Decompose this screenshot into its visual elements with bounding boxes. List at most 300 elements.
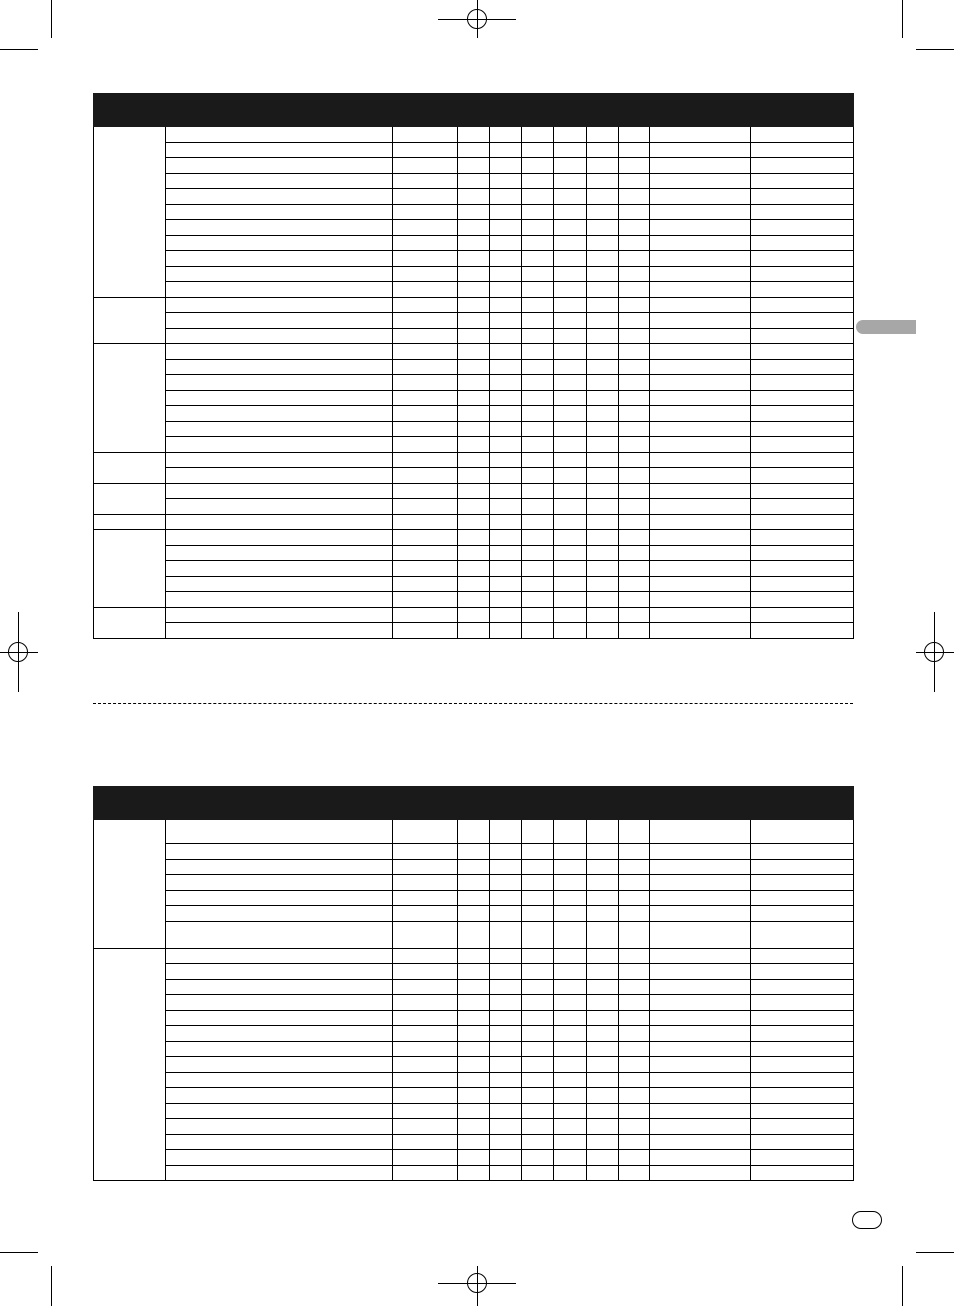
- table-cell: [166, 1165, 393, 1181]
- table-cell: [490, 844, 522, 860]
- table-cell: [619, 173, 650, 189]
- table-cell: [554, 530, 587, 546]
- header-cell: [94, 787, 166, 820]
- table-cell: [554, 1088, 587, 1104]
- table-cell: [751, 406, 854, 422]
- table-cell: [166, 1088, 393, 1104]
- table-cell: [393, 158, 458, 174]
- table-cell: [619, 266, 650, 282]
- table-cell: [458, 561, 490, 577]
- group-cell: [94, 530, 166, 608]
- table-row: [94, 189, 854, 205]
- table-cell: [554, 189, 587, 205]
- table-cell: [166, 499, 393, 515]
- table-cell: [619, 592, 650, 608]
- table-cell: [554, 251, 587, 267]
- table-cell: [458, 1134, 490, 1150]
- table-cell: [522, 1150, 554, 1166]
- table-cell: [393, 127, 458, 143]
- table-cell: [554, 297, 587, 313]
- table-row: [94, 251, 854, 267]
- table-cell: [522, 499, 554, 515]
- table-cell: [458, 1026, 490, 1042]
- table-cell: [458, 890, 490, 906]
- table-cell: [522, 859, 554, 875]
- table-cell: [490, 173, 522, 189]
- table-cell: [650, 328, 751, 344]
- table-cell: [587, 859, 619, 875]
- table-cell: [458, 514, 490, 530]
- table-cell: [458, 576, 490, 592]
- table-cell: [458, 406, 490, 422]
- table-cell: [587, 127, 619, 143]
- table-cell: [751, 1088, 854, 1104]
- table-cell: [166, 859, 393, 875]
- table-cell: [650, 514, 751, 530]
- table-cell: [619, 1103, 650, 1119]
- registration-mark-icon: [467, 1273, 487, 1293]
- table-cell: [751, 437, 854, 453]
- group-cell: [94, 514, 166, 530]
- table-cell: [587, 995, 619, 1011]
- table-cell: [751, 1119, 854, 1135]
- table-cell: [458, 1165, 490, 1181]
- mapping-table-1: [93, 93, 854, 639]
- table-row: [94, 127, 854, 143]
- table-cell: [166, 576, 393, 592]
- header-cell: [751, 94, 854, 127]
- table-cell: [393, 282, 458, 298]
- header-cell: [650, 94, 751, 127]
- table-cell: [522, 235, 554, 251]
- table-cell: [587, 623, 619, 639]
- table-cell: [522, 623, 554, 639]
- table-cell: [490, 204, 522, 220]
- table-cell: [166, 948, 393, 964]
- table-cell: [650, 979, 751, 995]
- table-cell: [587, 1057, 619, 1073]
- table-cell: [650, 421, 751, 437]
- table-cell: [587, 890, 619, 906]
- table-row: [94, 499, 854, 515]
- table-cell: [490, 189, 522, 205]
- table-cell: [393, 964, 458, 980]
- table-cell: [490, 313, 522, 329]
- table-cell: [393, 204, 458, 220]
- table-cell: [490, 421, 522, 437]
- table-cell: [490, 1150, 522, 1166]
- table-row: [94, 921, 854, 948]
- table-cell: [619, 437, 650, 453]
- table-cell: [490, 607, 522, 623]
- header-cell: [751, 787, 854, 820]
- table-cell: [619, 127, 650, 143]
- table-cell: [587, 1026, 619, 1042]
- header-cell: [458, 787, 650, 804]
- table-row: [94, 437, 854, 453]
- table-cell: [490, 344, 522, 360]
- table-cell: [587, 1072, 619, 1088]
- table-cell: [522, 297, 554, 313]
- table-cell: [619, 1119, 650, 1135]
- table-cell: [587, 979, 619, 995]
- table-cell: [522, 530, 554, 546]
- table-cell: [522, 1119, 554, 1135]
- table-cell: [619, 235, 650, 251]
- table-cell: [650, 820, 751, 844]
- table-cell: [458, 220, 490, 236]
- table-cell: [650, 437, 751, 453]
- table-cell: [751, 235, 854, 251]
- table-cell: [490, 499, 522, 515]
- table-cell: [554, 1072, 587, 1088]
- table-cell: [554, 282, 587, 298]
- table-cell: [458, 189, 490, 205]
- table-cell: [490, 623, 522, 639]
- table-cell: [522, 890, 554, 906]
- group-cell: [94, 483, 166, 514]
- table-row: [94, 483, 854, 499]
- table-cell: [166, 820, 393, 844]
- table-cell: [554, 375, 587, 391]
- table-cell: [554, 1010, 587, 1026]
- table-row: [94, 390, 854, 406]
- table-cell: [650, 390, 751, 406]
- table-cell: [393, 142, 458, 158]
- table-cell: [619, 406, 650, 422]
- table-cell: [587, 514, 619, 530]
- table-cell: [393, 1088, 458, 1104]
- table-cell: [393, 344, 458, 360]
- table-cell: [490, 561, 522, 577]
- table-cell: [751, 995, 854, 1011]
- table-cell: [751, 623, 854, 639]
- table-cell: [166, 359, 393, 375]
- table-cell: [490, 406, 522, 422]
- table-cell: [490, 1057, 522, 1073]
- table-cell: [751, 1134, 854, 1150]
- table-cell: [458, 437, 490, 453]
- table-cell: [522, 1088, 554, 1104]
- table-cell: [458, 1072, 490, 1088]
- table-cell: [490, 592, 522, 608]
- crop-mark: [916, 1252, 954, 1253]
- table-cell: [490, 1026, 522, 1042]
- table-cell: [650, 1165, 751, 1181]
- table-cell: [751, 964, 854, 980]
- table-cell: [393, 561, 458, 577]
- table-cell: [554, 344, 587, 360]
- table-cell: [554, 499, 587, 515]
- table-cell: [166, 561, 393, 577]
- dashed-divider: [93, 703, 853, 704]
- table-cell: [554, 514, 587, 530]
- header-cell: [393, 787, 458, 820]
- table-cell: [166, 545, 393, 561]
- table-cell: [554, 921, 587, 948]
- table-cell: [751, 468, 854, 484]
- table-cell: [166, 189, 393, 205]
- table-cell: [554, 545, 587, 561]
- table-cell: [458, 328, 490, 344]
- table-row: [94, 1010, 854, 1026]
- table-cell: [166, 1041, 393, 1057]
- table-cell: [650, 890, 751, 906]
- table-cell: [751, 576, 854, 592]
- table-cell: [393, 468, 458, 484]
- table-cell: [393, 1165, 458, 1181]
- table-cell: [650, 906, 751, 922]
- table-cell: [619, 142, 650, 158]
- table-cell: [393, 251, 458, 267]
- table-row: [94, 142, 854, 158]
- table-cell: [587, 375, 619, 391]
- table-cell: [522, 844, 554, 860]
- table-cell: [458, 452, 490, 468]
- table-cell: [522, 1165, 554, 1181]
- table-row: [94, 158, 854, 174]
- table-cell: [554, 1041, 587, 1057]
- table-cell: [587, 359, 619, 375]
- table-cell: [650, 375, 751, 391]
- table-cell: [751, 545, 854, 561]
- table-cell: [393, 995, 458, 1011]
- table-cell: [650, 875, 751, 891]
- table-cell: [751, 251, 854, 267]
- table-cell: [619, 561, 650, 577]
- table-cell: [619, 1057, 650, 1073]
- table-cell: [522, 906, 554, 922]
- table-cell: [650, 220, 751, 236]
- table-cell: [650, 1088, 751, 1104]
- table-cell: [393, 1119, 458, 1135]
- table-cell: [490, 266, 522, 282]
- table-cell: [587, 1150, 619, 1166]
- table-cell: [522, 1057, 554, 1073]
- group-cell: [94, 127, 166, 298]
- table-cell: [393, 1103, 458, 1119]
- table-cell: [619, 1165, 650, 1181]
- table-cell: [522, 437, 554, 453]
- table-cell: [522, 204, 554, 220]
- table-cell: [587, 483, 619, 499]
- table-cell: [650, 844, 751, 860]
- table-cell: [458, 545, 490, 561]
- table-cell: [619, 964, 650, 980]
- crop-mark: [0, 1252, 38, 1253]
- table-cell: [166, 328, 393, 344]
- table-cell: [751, 890, 854, 906]
- table-cell: [587, 452, 619, 468]
- table-cell: [458, 995, 490, 1011]
- table-cell: [490, 545, 522, 561]
- table-cell: [393, 1026, 458, 1042]
- table-cell: [751, 561, 854, 577]
- table-row: [94, 173, 854, 189]
- table-cell: [650, 1072, 751, 1088]
- table-row: [94, 1088, 854, 1104]
- table-cell: [458, 390, 490, 406]
- registration-mark-icon: [8, 642, 28, 662]
- table-cell: [554, 875, 587, 891]
- table-row: [94, 313, 854, 329]
- table-cell: [393, 499, 458, 515]
- table-cell: [650, 468, 751, 484]
- table-cell: [554, 906, 587, 922]
- table-cell: [650, 607, 751, 623]
- table-cell: [490, 375, 522, 391]
- table-cell: [751, 1057, 854, 1073]
- table-cell: [554, 890, 587, 906]
- table-row: [94, 875, 854, 891]
- table-cell: [458, 421, 490, 437]
- table-row: [94, 359, 854, 375]
- table-cell: [393, 948, 458, 964]
- table-cell: [619, 297, 650, 313]
- table-cell: [587, 1041, 619, 1057]
- table-cell: [522, 220, 554, 236]
- table-cell: [619, 421, 650, 437]
- table-cell: [650, 576, 751, 592]
- table-cell: [458, 251, 490, 267]
- table-cell: [393, 623, 458, 639]
- table-cell: [393, 1072, 458, 1088]
- table-cell: [522, 421, 554, 437]
- table-cell: [554, 421, 587, 437]
- table-cell: [587, 235, 619, 251]
- table-row: [94, 375, 854, 391]
- table-cell: [166, 158, 393, 174]
- table-cell: [458, 375, 490, 391]
- page-number-badge: [852, 1211, 882, 1229]
- table-cell: [554, 859, 587, 875]
- table-cell: [554, 390, 587, 406]
- table-cell: [554, 1057, 587, 1073]
- table-cell: [458, 623, 490, 639]
- table-cell: [522, 468, 554, 484]
- table-cell: [587, 189, 619, 205]
- table-cell: [554, 266, 587, 282]
- table-cell: [751, 1165, 854, 1181]
- table-cell: [554, 623, 587, 639]
- table-cell: [490, 1134, 522, 1150]
- table-cell: [587, 204, 619, 220]
- table-cell: [619, 390, 650, 406]
- table-cell: [554, 1026, 587, 1042]
- table-cell: [166, 344, 393, 360]
- table-row: [94, 1041, 854, 1057]
- table-cell: [587, 251, 619, 267]
- table-cell: [619, 1088, 650, 1104]
- table-cell: [166, 875, 393, 891]
- table-cell: [554, 607, 587, 623]
- table-cell: [166, 592, 393, 608]
- table-cell: [458, 235, 490, 251]
- table-cell: [751, 1072, 854, 1088]
- table-cell: [166, 964, 393, 980]
- table-cell: [619, 995, 650, 1011]
- table-row: [94, 297, 854, 313]
- table-cell: [587, 921, 619, 948]
- table-cell: [587, 1010, 619, 1026]
- table-cell: [458, 875, 490, 891]
- table-cell: [587, 313, 619, 329]
- table-cell: [490, 979, 522, 995]
- table-cell: [751, 158, 854, 174]
- table-cell: [166, 437, 393, 453]
- table-cell: [393, 545, 458, 561]
- table-cell: [166, 995, 393, 1011]
- table-cell: [650, 189, 751, 205]
- table-cell: [650, 859, 751, 875]
- table-cell: [751, 297, 854, 313]
- table-cell: [458, 1150, 490, 1166]
- table-cell: [751, 220, 854, 236]
- table-cell: [490, 328, 522, 344]
- table-cell: [619, 483, 650, 499]
- crop-mark: [51, 1266, 52, 1306]
- table-cell: [166, 375, 393, 391]
- table-cell: [751, 607, 854, 623]
- table-cell: [554, 235, 587, 251]
- table-cell: [587, 964, 619, 980]
- table-cell: [393, 514, 458, 530]
- table-row: [94, 964, 854, 980]
- table-cell: [619, 890, 650, 906]
- table-cell: [166, 251, 393, 267]
- table-cell: [619, 948, 650, 964]
- table-cell: [490, 282, 522, 298]
- table-cell: [166, 1119, 393, 1135]
- table-row: [94, 1026, 854, 1042]
- table-cell: [166, 390, 393, 406]
- table-cell: [166, 266, 393, 282]
- table-cell: [522, 514, 554, 530]
- table-cell: [650, 1103, 751, 1119]
- table-cell: [490, 251, 522, 267]
- table-cell: [490, 220, 522, 236]
- table-cell: [522, 158, 554, 174]
- crop-mark: [51, 0, 52, 38]
- table-cell: [650, 1010, 751, 1026]
- table-cell: [458, 266, 490, 282]
- table-cell: [490, 158, 522, 174]
- table-cell: [393, 266, 458, 282]
- table-cell: [650, 623, 751, 639]
- table-cell: [458, 344, 490, 360]
- table-cell: [490, 1165, 522, 1181]
- table-cell: [751, 1103, 854, 1119]
- table-cell: [490, 297, 522, 313]
- table-cell: [166, 204, 393, 220]
- table-cell: [650, 964, 751, 980]
- registration-mark-icon: [924, 642, 944, 662]
- table-cell: [166, 235, 393, 251]
- table-cell: [751, 328, 854, 344]
- table-cell: [393, 576, 458, 592]
- header-cell: [650, 787, 751, 820]
- table-cell: [587, 499, 619, 515]
- table-cell: [522, 995, 554, 1011]
- table-cell: [522, 921, 554, 948]
- table-cell: [587, 158, 619, 174]
- table-cell: [619, 623, 650, 639]
- table-cell: [619, 1150, 650, 1166]
- table-cell: [751, 142, 854, 158]
- table-cell: [166, 313, 393, 329]
- table-cell: [522, 607, 554, 623]
- table-row: [94, 1072, 854, 1088]
